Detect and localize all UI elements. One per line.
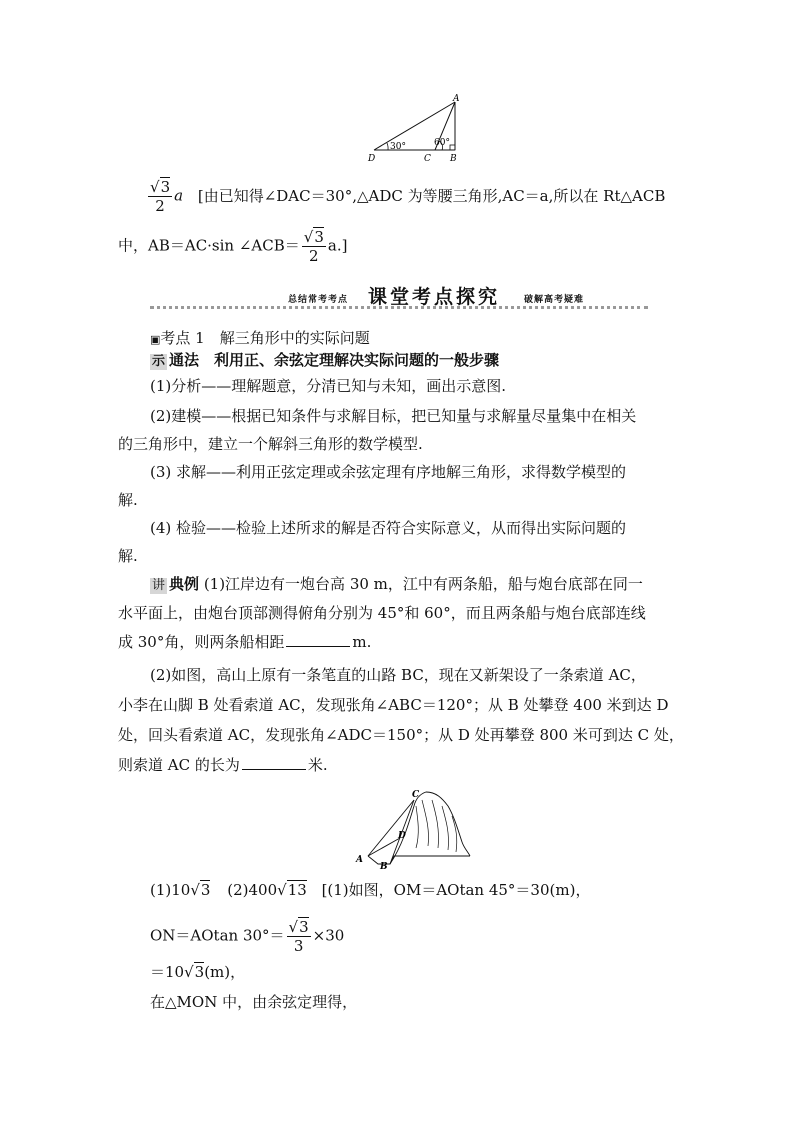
section-banner (150, 282, 648, 310)
example-q1-line1: 讲 典例 (1)江岸边有一炮台高 30 m，江中有两条船，船与炮台底部在同一 (152, 575, 643, 593)
step-line: (3) 求解——利用正弦定理或余弦定理有序地解三角形，求得数学模型的 (150, 463, 627, 481)
label-b: B (450, 154, 457, 164)
label-a: A (453, 94, 460, 104)
mountain-label-a: A (356, 855, 363, 865)
step-line: (2)建模——根据已知条件与求解目标，把已知量与求解量尽量集中在相关 (150, 407, 637, 425)
banner-title: 课堂考点探究 (368, 286, 501, 308)
triangle-figure (360, 92, 470, 166)
example-q2-line2: 小李在山脚 B 处看索道 AC，发现张角∠ABC＝120°；从 B 处攀登 400 米到达 D (118, 696, 669, 714)
angle-c-label: 60° (434, 138, 450, 148)
example-q2-line1: (2)如图，高山上原有一条笔直的山路 BC，现在又新架设了一条索道 AC， (150, 666, 646, 684)
method-heading: 示 通法 利用正、余弦定理解决实际问题的一般步骤 (152, 351, 500, 369)
answer-blank-2[interactable] (242, 755, 306, 770)
solution-eq-line: ＝10√3(m)， (150, 963, 246, 981)
mountain-label-d: D (398, 831, 406, 841)
solution-on-line: ON＝AOtan 30°＝ $\frac{√3}{3}$ ×30 (150, 918, 345, 955)
step-line: 的三角形中，建立一个解斜三角形的数学模型. (118, 435, 423, 453)
step-line: 解. (118, 491, 138, 509)
answer1-line2: 中，AB＝AC·sin ∠ACB＝ $\frac{√3}{2}$ a.] (118, 228, 348, 265)
step-line: (1)分析——理解题意，分清已知与未知，画出示意图. (150, 377, 507, 395)
label-c: C (424, 154, 431, 164)
label-d: D (368, 154, 376, 164)
mountain-figure (350, 786, 480, 870)
example-q1-line3: 成 30°角，则两条船相距 m. (118, 633, 372, 651)
angle-d-label: 30° (390, 142, 406, 152)
answer1-fraction: $\frac{√3}{2}$ (150, 178, 171, 215)
answer1-text: [由已知得∠DAC＝30°,△ADC 为等腰三角形,AC＝a,所以在 Rt△ACB (197, 186, 666, 205)
example-tag: 讲 (152, 578, 166, 593)
banner-right: 破解高考疑难 (524, 295, 585, 305)
answer1-line1: $\frac{√3}{2}$ a [由已知得∠DAC＝30°,△ADC 为等腰三角形,AC＝a,所以在 Rt△ACB (150, 178, 666, 215)
solution-last-line: 在△MON 中，由余弦定理得， (150, 993, 358, 1011)
banner-left: 总结常考考点 (288, 295, 349, 305)
book-icon: ▣ (150, 333, 161, 346)
example-q1-line2: 水平面上，由炮台顶部测得俯角分别为 45°和 60°，而且两条船与炮台底部连线 (118, 604, 646, 622)
step-line: 解. (118, 547, 138, 565)
mountain-label-b: B (380, 862, 388, 870)
step-line: (4) 检验——检验上述所求的解是否符合实际意义，从而得出实际问题的 (150, 519, 627, 537)
example-q2-line4: 则索道 AC 的长为 米. (118, 756, 328, 774)
solution-answers: (1)10√3 (2)400√13 [(1)如图，OM＝AOtan 45°＝30(m)， (150, 881, 591, 899)
example-q2-line3: 处，回头看索道 AC，发现张角∠ADC＝150°；从 D 处再攀登 800 米可到达 C 处， (118, 726, 684, 744)
answer-blank-1[interactable] (286, 632, 350, 647)
method-tag: 示 (152, 354, 166, 369)
mountain-label-c: C (412, 790, 420, 800)
section-heading: ▣考点 1 解三角形中的实际问题 (150, 329, 370, 347)
